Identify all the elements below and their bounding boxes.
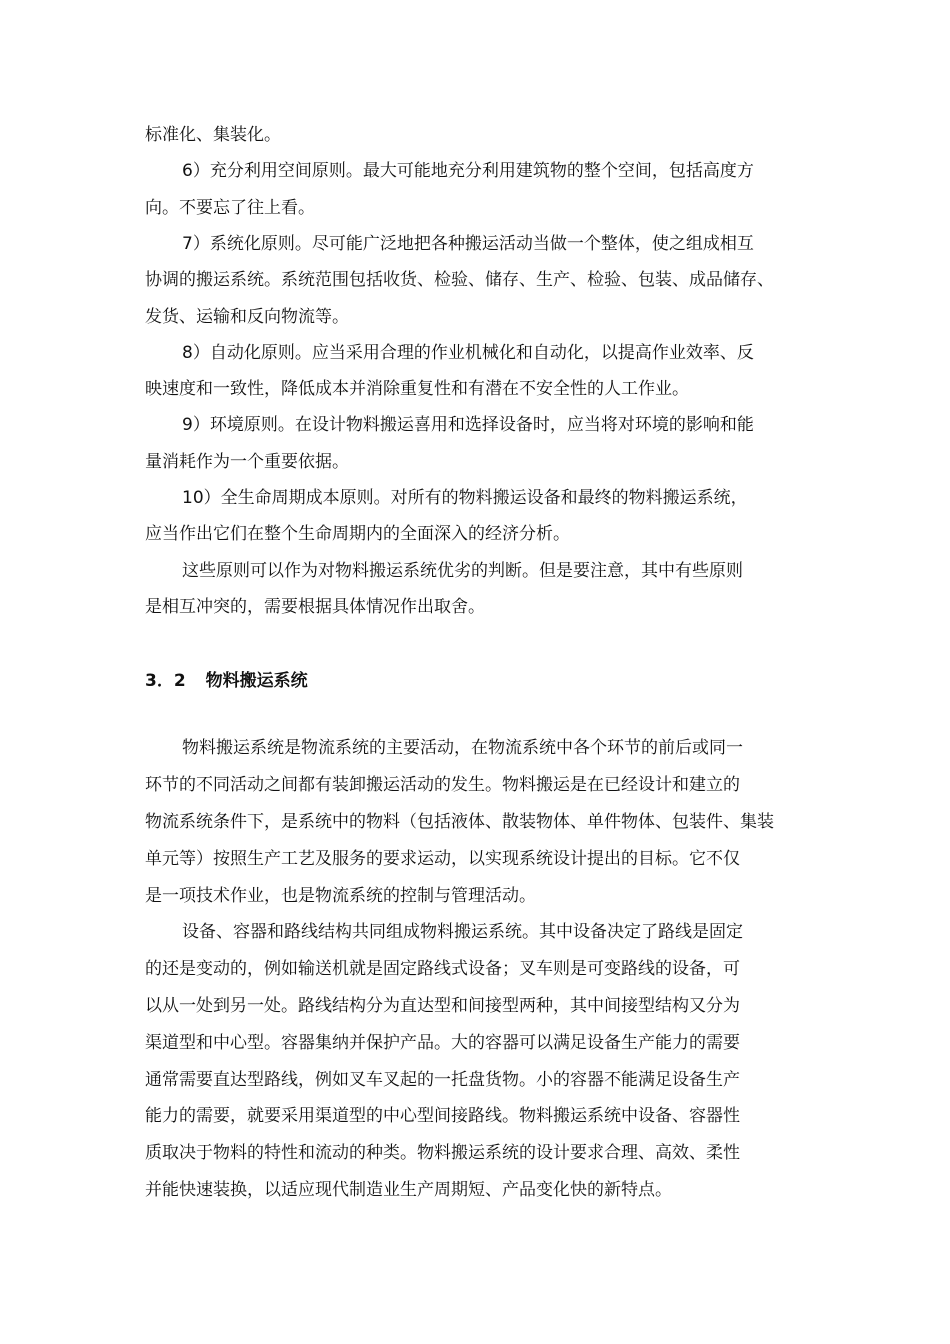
text-line: 量消耗作为一个重要依据。 (145, 452, 349, 472)
text-line: 并能快速装换，以适应现代制造业生产周期短、产品变化快的新特点。 (145, 1180, 672, 1200)
text-line: 渠道型和中心型。容器集纳并保护产品。大的容器可以满足设备生产能力的需要 (145, 1033, 740, 1053)
text-line: 映速度和一致性，降低成本并消除重复性和有潜在不安全性的人工作业。 (145, 379, 689, 399)
text-line: 设备、容器和路线结构共同组成物料搬运系统。其中设备决定了路线是固定 (182, 922, 743, 942)
text-line: 物流系统条件下，是系统中的物料（包括液体、散装物体、单件物体、包装件、集装 (145, 812, 774, 832)
text-line: 向。不要忘了往上看。 (145, 198, 315, 218)
section-heading (145, 666, 308, 691)
text-line: 标准化、集装化。 (145, 125, 281, 145)
text-line: 物料搬运系统是物流系统的主要活动，在物流系统中各个环节的前后或同一 (182, 738, 743, 758)
text-line: 发货、运输和反向物流等。 (145, 307, 349, 327)
text-line: 的还是变动的，例如输送机就是固定路线式设备；叉车则是可变路线的设备，可 (145, 959, 740, 979)
text-line: 以从一处到另一处。路线结构分为直达型和间接型两种，其中间接型结构又分为 (145, 996, 740, 1016)
text-line: 单元等）按照生产工艺及服务的要求运动，以实现系统设计提出的目标。它不仅 (145, 849, 740, 869)
text-line: 能力的需要，就要采用渠道型的中心型间接路线。物料搬运系统中设备、容器性 (145, 1106, 740, 1126)
text-line: 质取决于物料的特性和流动的种类。物料搬运系统的设计要求合理、高效、柔性 (145, 1143, 740, 1163)
text-line: 是相互冲突的，需要根据具体情况作出取舍。 (145, 597, 485, 617)
text-line: 协调的搬运系统。系统范围包括收货、检验、储存、生产、检验、包装、成品储存、 (145, 270, 774, 290)
text-line: 应当作出它们在整个生命周期内的全面深入的经济分析。 (145, 524, 570, 544)
text-line: 通常需要直达型路线，例如叉车叉起的一托盘货物。小的容器不能满足设备生产 (145, 1070, 740, 1090)
text-line: 这些原则可以作为对物料搬运系统优劣的判断。但是要注意，其中有些原则 (182, 561, 743, 581)
text-line: 10）全生命周期成本原则。对所有的物料搬运设备和最终的物料搬运系统， (182, 488, 748, 508)
section-title: 物料搬运系统 (205, 671, 308, 691)
text-line: 是一项技术作业，也是物流系统的控制与管理活动。 (145, 886, 536, 906)
text-line: 8）自动化原则。应当采用合理的作业机械化和自动化，以提高作业效率、反 (182, 343, 754, 363)
text-line: 环节的不同活动之间都有装卸搬运活动的发生。物料搬运是在已经设计和建立的 (145, 775, 740, 795)
text-line: 9）环境原则。在设计物料搬运喜用和选择设备时，应当将对环境的影响和能 (182, 415, 754, 435)
text-line: 7）系统化原则。尽可能广泛地把各种搬运活动当做一个整体，使之组成相互 (182, 234, 754, 254)
section-number: 3．2 (145, 671, 186, 691)
text-line: 6）充分利用空间原则。最大可能地充分利用建筑物的整个空间，包括高度方 (182, 161, 754, 181)
